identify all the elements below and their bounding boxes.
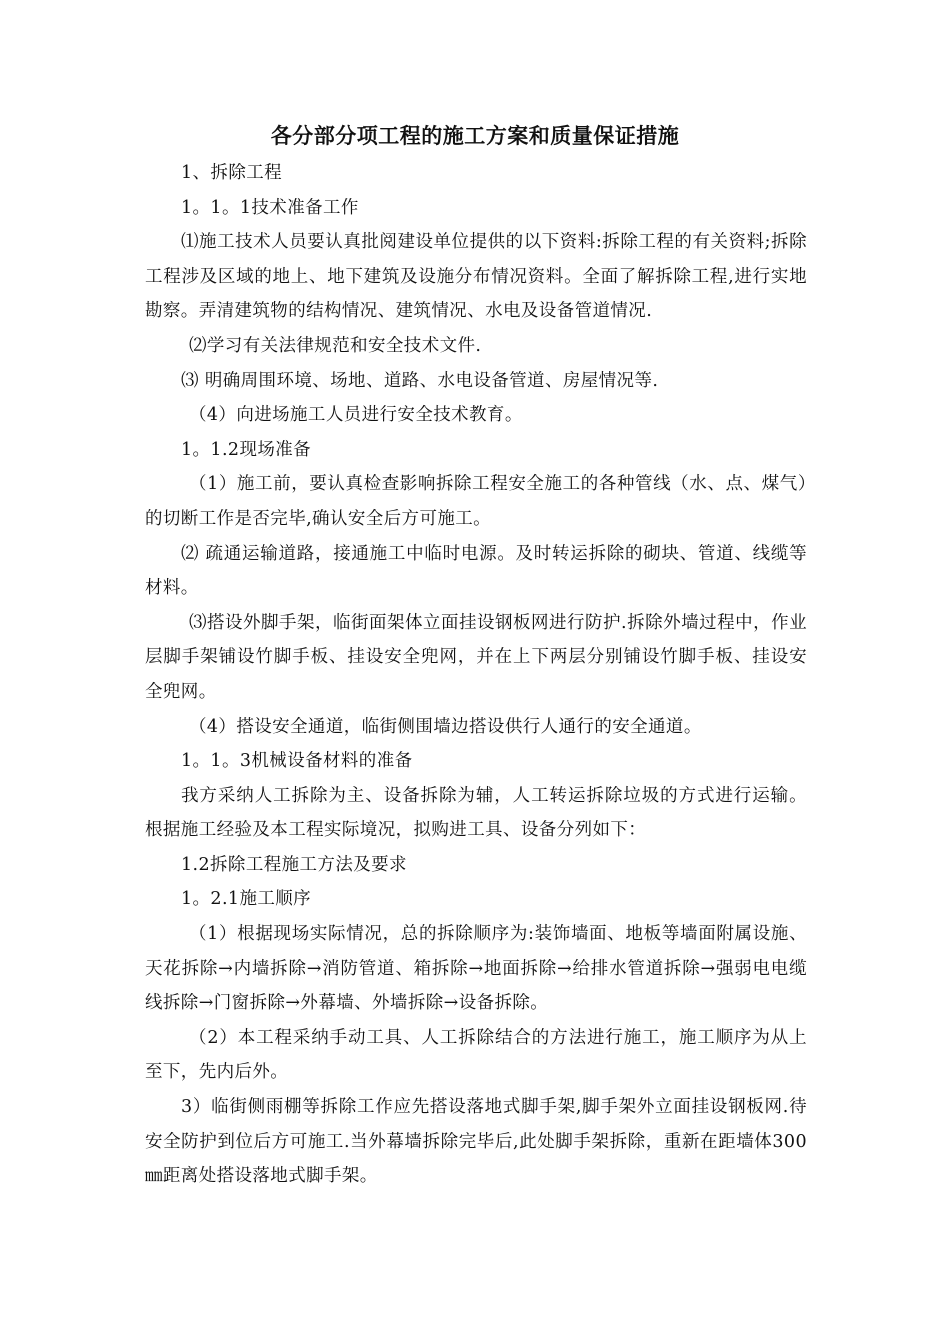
document-body (145, 156, 807, 1194)
paragraph-site-4: （4）搭设安全通道，临街侧围墙边搭设供行人通行的安全通道。 (189, 716, 702, 737)
subsection-heading-1-1-3: 1。1。3机械设备材料的准备 (181, 751, 413, 772)
paragraph-order-2: （2）本工程采纳手动工具、人工拆除结合的方法进行施工，施工顺序为从上至下，先内后外。 (145, 1027, 807, 1083)
paragraph-order-3: 3）临街侧雨棚等拆除工作应先搭设落地式脚手架,脚手架外立面挂设钢板网.待安全防护到位后方可施工.当外幕墙拆除完毕后,此处脚手架拆除，重新在距墙体300㎜距离处搭设落地式脚手架。 (145, 1097, 807, 1187)
paragraph-item-2: ⑵学习有关法律规范和安全技术文件. (189, 335, 482, 356)
paragraph-item-1: ⑴施工技术人员要认真批阅建设单位提供的以下资料:拆除工程的有关资料;拆除工程涉及区域的地上、地下建筑及设施分布情况资料。全面了解拆除工程,进行实地勘察。弄清建筑物的结构情况、建筑情况、水电及设备管道情况. (145, 232, 807, 322)
paragraph-site-2: ⑵ 疏通运输道路，接通施工中临时电源。及时转运拆除的砌块、管道、线缆等材料。 (145, 543, 807, 599)
subsection-heading-1-1-2: 1。1.2现场准备 (181, 439, 312, 460)
paragraph-equipment: 我方采纳人工拆除为主、设备拆除为辅，人工转运拆除垃圾的方式进行运输。根据施工经验及本工程实际境况，拟购进工具、设备分列如下： (145, 785, 807, 841)
section-heading-1-2: 1.2拆除工程施工方法及要求 (181, 854, 407, 875)
subsection-heading-1-1-1: 1。1。1技术准备工作 (181, 197, 359, 218)
paragraph-site-1: （1）施工前，要认真检查影响拆除工程安全施工的各种管线（水、点、煤气）的切断工作是否完毕,确认安全后方可施工。 (145, 474, 807, 529)
document-title: 各分部分项工程的施工方案和质量保证措施 (270, 124, 680, 148)
subsection-heading-1-2-1: 1。2.1施工顺序 (181, 889, 312, 910)
paragraph-site-3: ⑶搭设外脚手架，临街面架体立面挂设钢板网进行防护.拆除外墙过程中，作业层脚手架铺设竹脚手板、挂设安全兜网，并在上下两层分别铺设竹脚手板、挂设安全兜网。 (145, 612, 807, 702)
paragraph-item-3: ⑶ 明确周围环境、场地、道路、水电设备管道、房屋情况等. (181, 370, 659, 391)
paragraph-item-4: （4）向进场施工人员进行安全技术教育。 (189, 405, 523, 426)
section-heading-1: 1、拆除工程 (181, 163, 283, 183)
paragraph-order-1: （1）根据现场实际情况，总的拆除顺序为:装饰墙面、地板等墙面附属设施、天花拆除→内墙拆除→消防管道、箱拆除→地面拆除→给排水管道拆除→强弱电电缆线拆除→门窗拆除→外幕墙、外墙拆除→设备拆除。 (145, 924, 807, 1014)
